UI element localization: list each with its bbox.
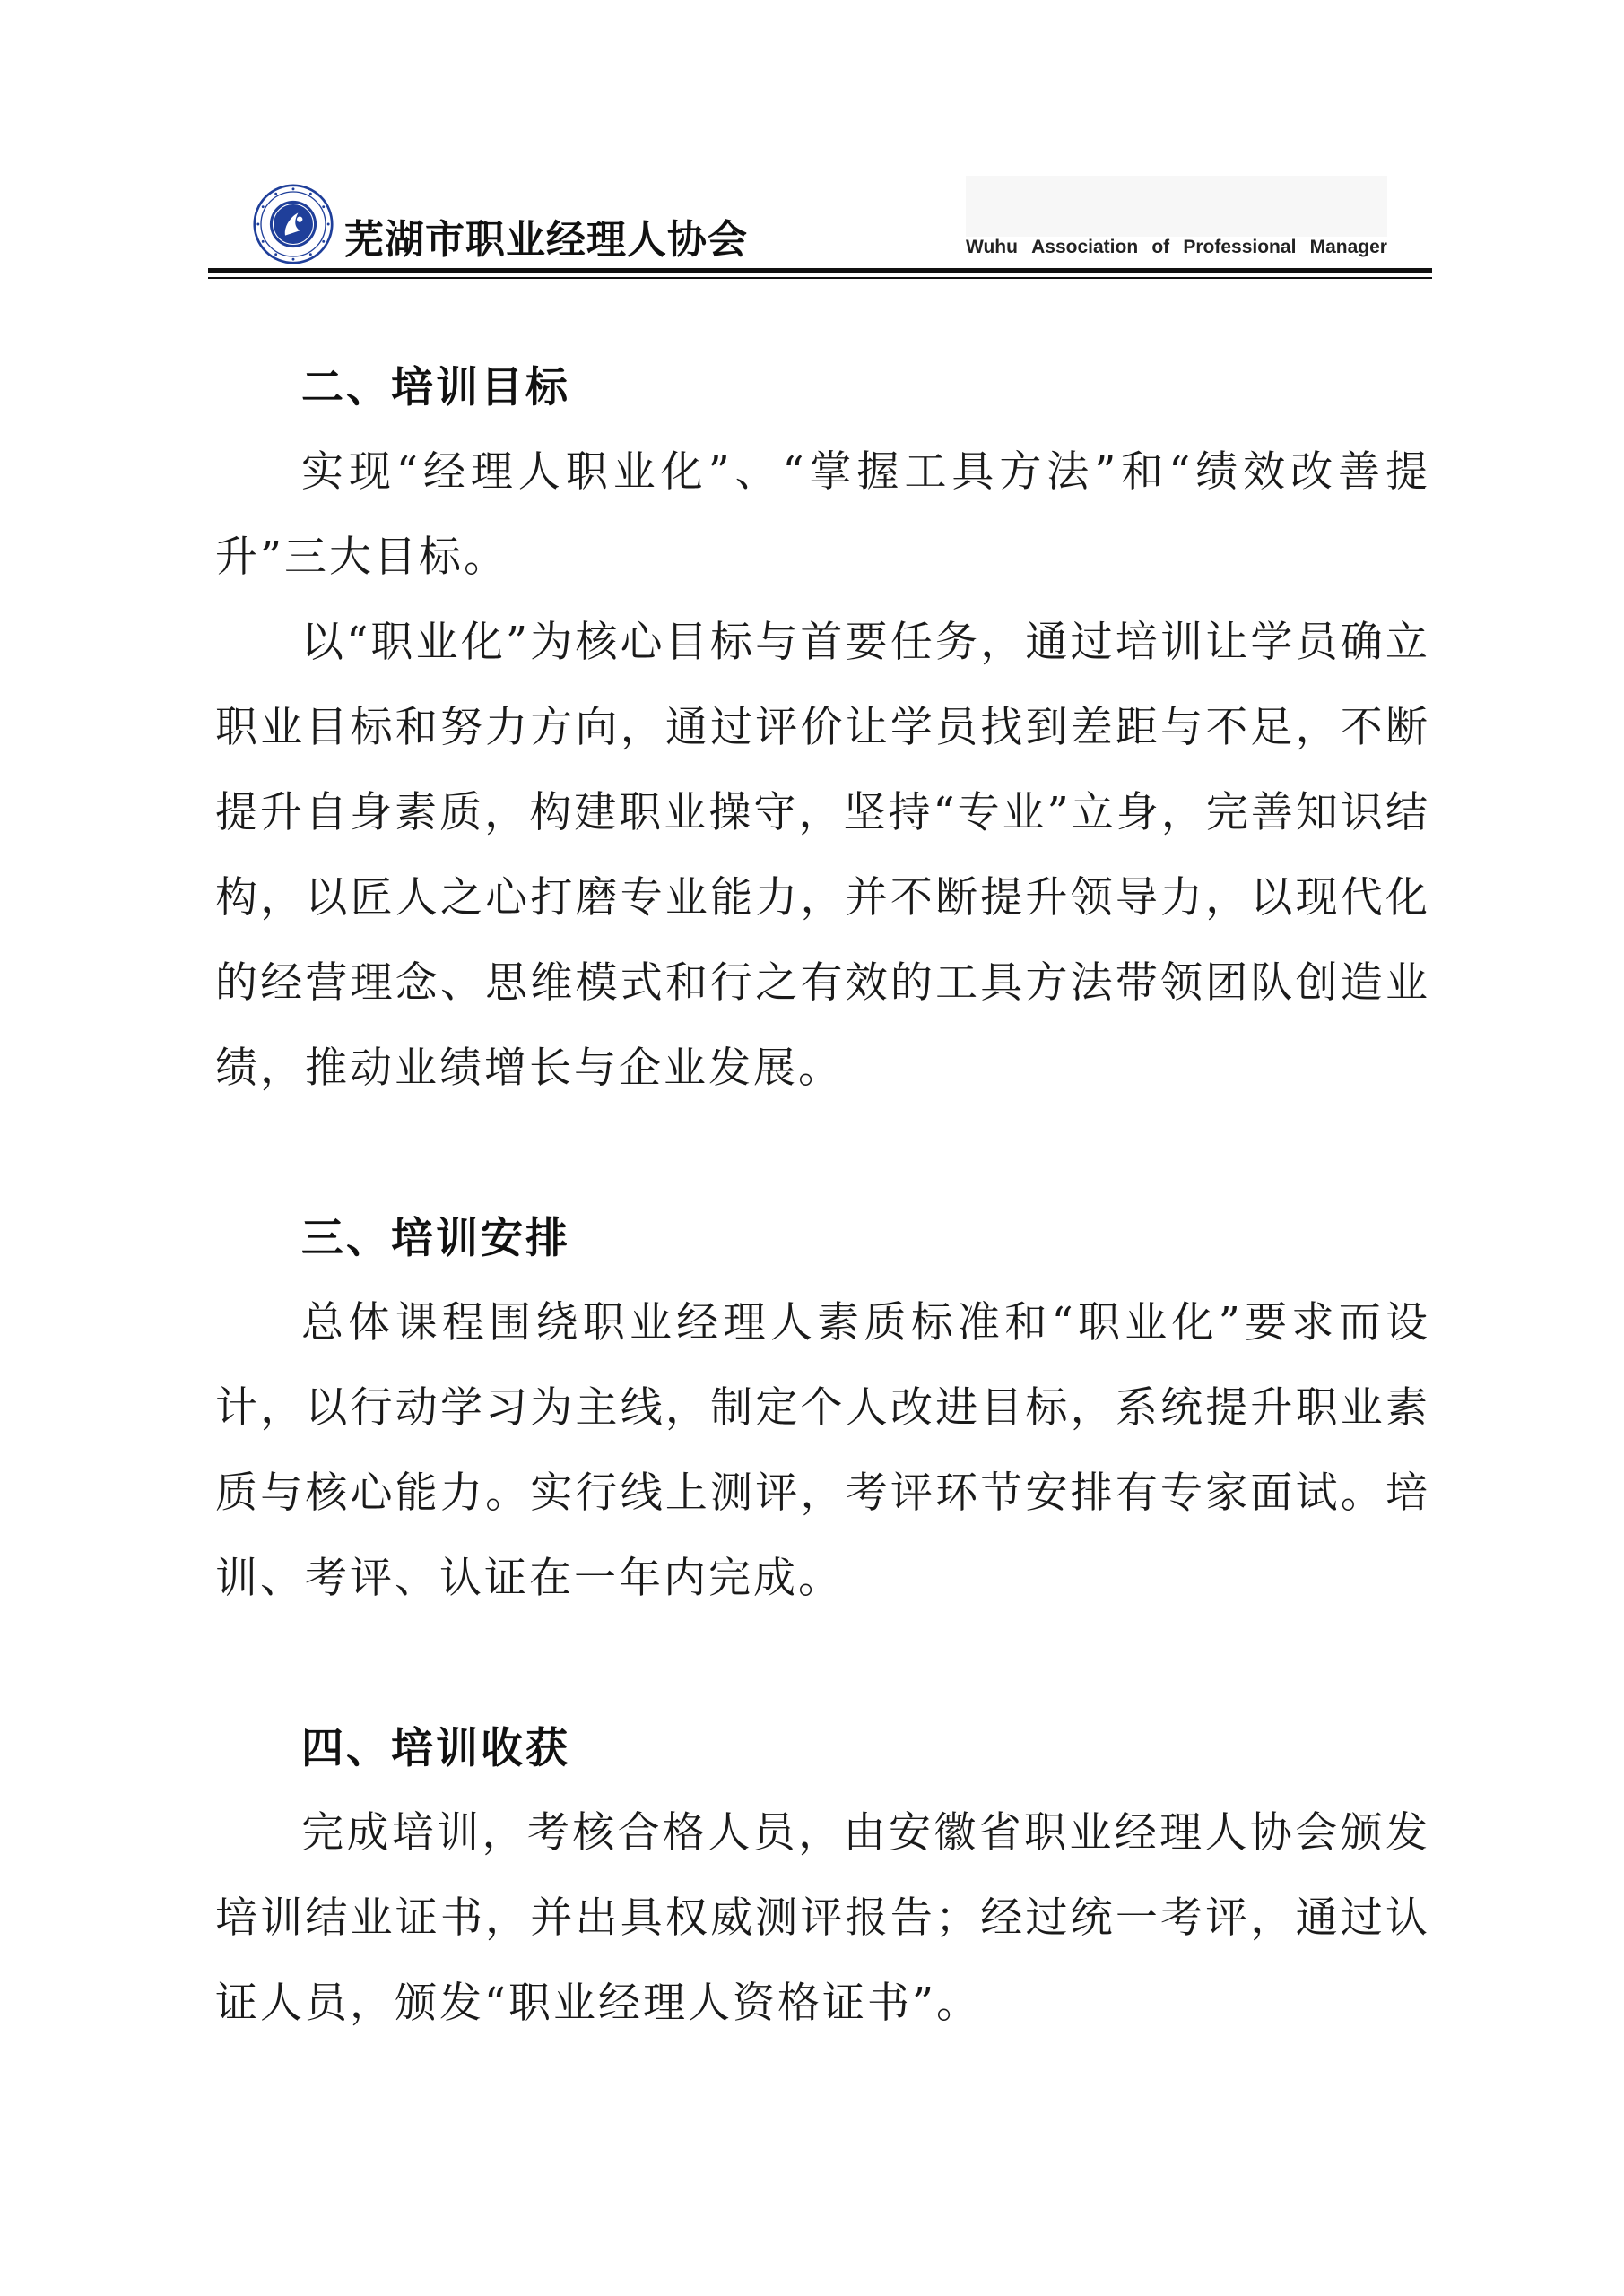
paragraph: 总体课程围绕职业经理人素质标准和“职业化”要求而设计，以行动学习为主线，制定个人改进目标，系统提升职业素质与核心能力。实行线上测评，考评环节安排有专家面试。培训、考评、认证在一年内完成。 — [215, 1298, 1430, 1603]
org-name-en-word: Association — [1031, 237, 1139, 257]
org-name-en-word: Professional — [1183, 237, 1297, 257]
association-seal-icon — [253, 184, 334, 264]
org-name-en-word: of — [1151, 237, 1170, 257]
paragraph: 以“职业化”为核心目标与首要任务，通过培训让学员确立职业目标和努力方向，通过评价让学员找到差距与不足，不断提升自身素质，构建职业操守，坚持“专业”立身，完善知识结构，以匠人之心打磨专业能力，并不断提升领导力，以现代化的经营理念、思维模式和行之有效的工具方法带领团队创造业绩，推动业绩增长与企业发展。 — [215, 618, 1430, 1093]
section-title: 二、培训目标 — [301, 363, 570, 412]
section-title: 三、培训安排 — [301, 1214, 570, 1263]
header-shade — [966, 176, 1387, 237]
header-rule-thick — [208, 268, 1432, 273]
section-title: 四、培训收获 — [301, 1724, 570, 1773]
org-name-en-word: Wuhu — [966, 237, 1018, 257]
org-name-en — [966, 235, 1387, 260]
document-body — [215, 346, 1430, 2132]
org-name-en-word: Manager — [1309, 237, 1387, 257]
letterhead — [208, 170, 1432, 278]
section-training-goals — [215, 346, 1430, 1111]
paragraph: 实现“经理人职业化”、“掌握工具方法”和“绩效改善提升”三大目标。 — [215, 447, 1430, 582]
org-name-cn: 芜湖市职业经理人协会 — [344, 217, 748, 263]
paragraph: 完成培训，考核合格人员，由安徽省职业经理人协会颁发培训结业证书，并出具权威测评报告；经过统一考评，通过认证人员，颁发“职业经理人资格证书”。 — [215, 1808, 1430, 2028]
section-training-outcomes — [215, 1707, 1430, 2046]
header-rule-thin — [208, 277, 1432, 279]
section-training-arrangement — [215, 1197, 1430, 1621]
